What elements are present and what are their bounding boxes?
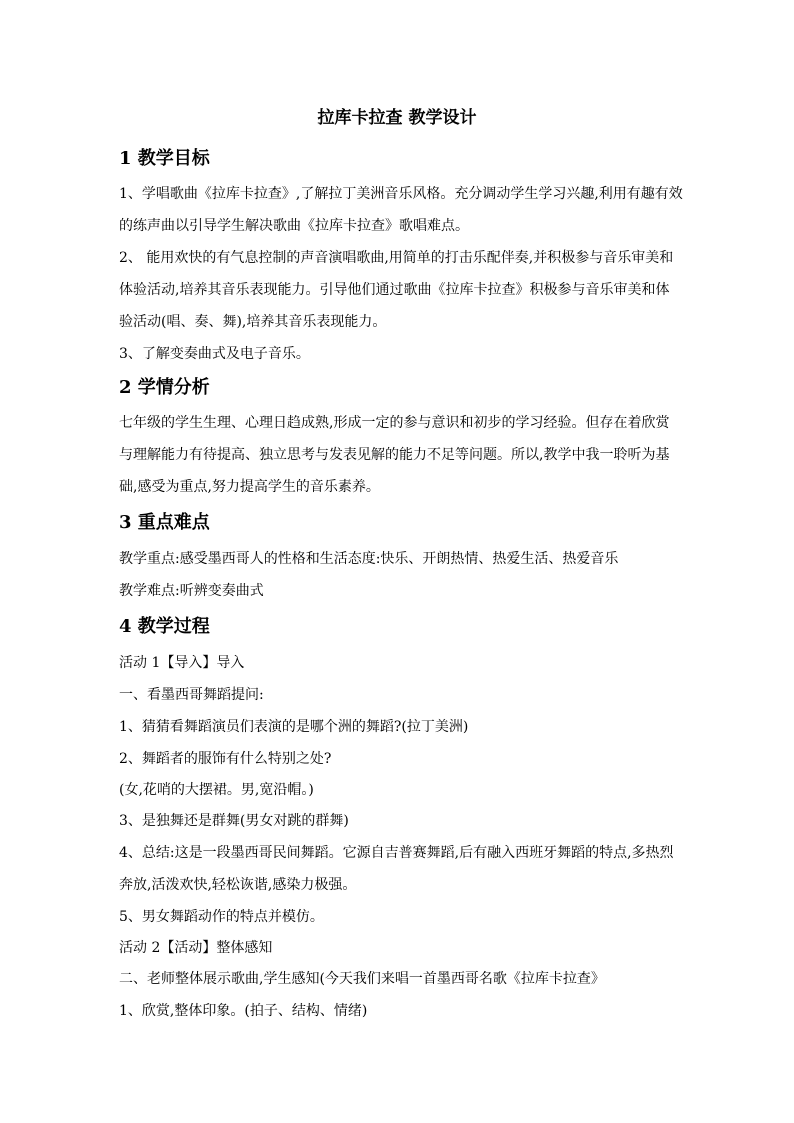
paragraph-line: 教学重点:感受墨西哥人的性格和生活态度:快乐、开朗热情、热爱生活、热爱音乐: [119, 551, 619, 567]
paragraph-line: 与理解能力有待提高、独立思考与发表见解的能力不足等问题。所以,教学中我一聆听为基: [119, 447, 670, 463]
section-heading-teaching-process: 4 教学过程: [119, 616, 210, 637]
paragraph-line: 的练声曲以引导学生解决歌曲《拉库卡拉查》歌唱难点。: [119, 218, 469, 234]
paragraph-line: 3、是独舞还是群舞(男女对跳的群舞): [119, 813, 349, 829]
paragraph-line: 3、了解变奏曲式及电子音乐。: [119, 346, 310, 362]
paragraph-line: 2、 能用欢快的有气息控制的声音演唱歌曲,用简单的打击乐配伴奏,并积极参与音乐审美和: [119, 250, 674, 266]
paragraph-line: 一、看墨西哥舞蹈提问:: [119, 687, 264, 703]
document-title: 拉库卡拉查 教学设计: [317, 108, 477, 128]
paragraph-line: 教学难点:听辨变奏曲式: [119, 583, 264, 599]
paragraph-line: 5、男女舞蹈动作的特点并模仿。: [119, 909, 324, 925]
paragraph-line: 活动 2【活动】整体感知: [119, 940, 273, 956]
paragraph-line: (女,花哨的大摆裙。男,宽沿帽。): [119, 782, 314, 798]
section-heading-objectives: 1 教学目标: [119, 148, 210, 169]
paragraph-line: 七年级的学生生理、心理日趋成熟,形成一定的参与意识和初步的学习经验。但存在着欣赏: [119, 415, 670, 431]
paragraph-line: 4、总结:这是一段墨西哥民间舞蹈。它源自吉普赛舞蹈,后有融入西班牙舞蹈的特点,多热烈: [119, 845, 674, 861]
paragraph-line: 1、学唱歌曲《拉库卡拉查》,了解拉丁美洲音乐风格。充分调动学生学习兴趣,利用有趣有效: [119, 186, 683, 202]
paragraph-line: 础,感受为重点,努力提高学生的音乐素养。: [119, 479, 380, 495]
section-heading-student-analysis: 2 学情分析: [119, 377, 210, 398]
paragraph-line: 二、老师整体展示歌曲,学生感知(今天我们来唱一首墨西哥名歌《拉库卡拉查》: [119, 971, 605, 987]
paragraph-line: 1、欣赏,整体印象。(拍子、结构、情绪): [119, 1003, 368, 1019]
paragraph-line: 2、舞蹈者的服饰有什么特别之处?: [119, 751, 332, 767]
paragraph-line: 奔放,活泼欢快,轻松诙谐,感染力极强。: [119, 877, 357, 893]
paragraph-line: 验活动(唱、奏、舞),培养其音乐表现能力。: [119, 314, 387, 330]
paragraph-line: 1、猜猜看舞蹈演员们表演的是哪个洲的舞蹈?(拉丁美洲): [119, 719, 469, 735]
paragraph-line: 体验活动,培养其音乐表现能力。引导他们通过歌曲《拉库卡拉查》积极参与音乐审美和体: [119, 282, 670, 298]
paragraph-line: 活动 1【导入】导入: [119, 655, 245, 671]
section-heading-key-points: 3 重点难点: [119, 512, 210, 533]
